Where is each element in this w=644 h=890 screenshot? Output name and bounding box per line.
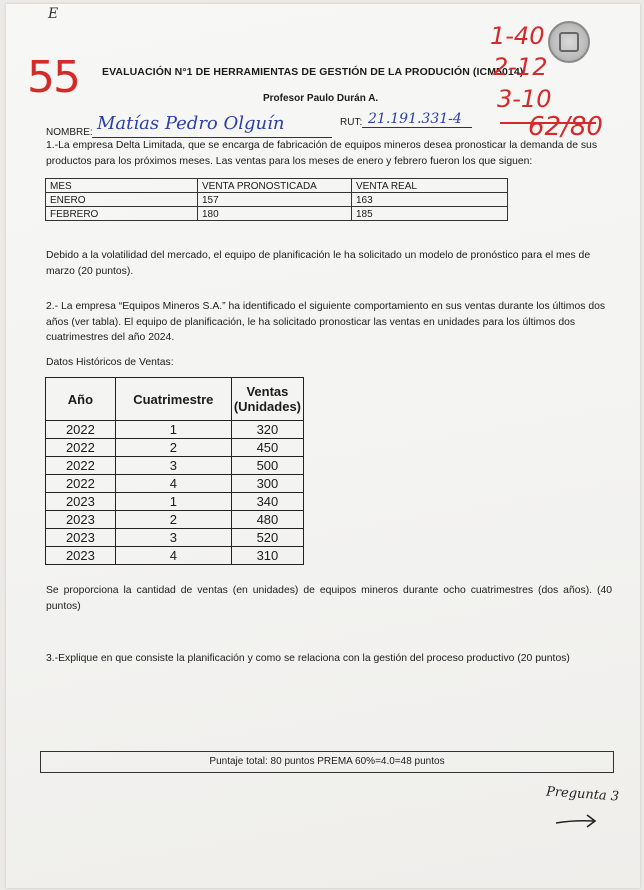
student-name: Matías Pedro Olguín xyxy=(97,113,285,134)
table-header: Cuatrimestre xyxy=(115,378,231,421)
table-cell: 2023 xyxy=(46,529,116,547)
table-cell: 2022 xyxy=(46,439,116,457)
question-1-followup: Debido a la volatilidad del mercado, el equipo de planificación le ha solicitado un modelo de pronóstico para el mes de marzo (20 puntos). xyxy=(46,250,591,277)
table-cell: 480 xyxy=(231,511,303,529)
student-rut: 21.191.331-4 xyxy=(368,111,462,127)
professor-name: Profesor Paulo Durán A. xyxy=(263,93,379,104)
score-q1: 1-40 xyxy=(490,22,545,50)
table-row xyxy=(46,457,304,475)
score-q2: 2-12 xyxy=(493,53,548,81)
table-cell: VENTA PRONOSTICADA xyxy=(198,179,352,193)
exam-title: EVALUACIÓN N°1 DE HERRAMIENTAS DE GESTIÓN DE LA PRODUCIÓN (ICM5014) xyxy=(102,66,524,78)
table-cell: 2022 xyxy=(46,457,116,475)
table-cell: 310 xyxy=(231,547,303,565)
table-cell: 4 xyxy=(115,547,231,565)
table-cell: 157 xyxy=(198,193,352,207)
table-cell: 520 xyxy=(231,529,303,547)
table-cell: 2023 xyxy=(46,511,116,529)
table-row xyxy=(46,475,304,493)
table-header: Ventas (Unidades) xyxy=(231,378,303,421)
table-row xyxy=(46,421,304,439)
question-2-followup: Se proporciona la cantidad de ventas (en unidades) de equipos mineros durante ocho cuatrimestres (dos años). (40 puntos) xyxy=(46,585,612,612)
table-cell: 2023 xyxy=(46,493,116,511)
table-row xyxy=(46,193,508,207)
table-row xyxy=(46,493,304,511)
table-header-row xyxy=(46,378,304,421)
table-row xyxy=(46,179,508,193)
table-caption: Datos Históricos de Ventas: xyxy=(46,357,174,368)
corner-scribble: E xyxy=(48,6,59,22)
table-cell: FEBRERO xyxy=(46,207,198,221)
table-row xyxy=(46,439,304,457)
rut-label: RUT: xyxy=(340,117,363,128)
table-cell: 2022 xyxy=(46,475,116,493)
table-cell: 300 xyxy=(231,475,303,493)
name-label: NOMBRE: xyxy=(46,127,93,138)
table-cell: VENTA REAL xyxy=(352,179,508,193)
table-cell: 320 xyxy=(231,421,303,439)
university-seal-icon xyxy=(548,21,590,63)
table-cell: 450 xyxy=(231,439,303,457)
total-score-mark: 55 xyxy=(27,52,79,103)
table-cell: 180 xyxy=(198,207,352,221)
question-1-text: 1.-La empresa Delta Limitada, que se encarga de fabricación de equipos mineros desea pronosticar la demanda de sus productos para los próximos meses. Las ventas para los meses de enero y febrero fueron los que siguen: xyxy=(46,140,598,167)
score-q3: 3-10 xyxy=(497,85,552,113)
table-cell: 3 xyxy=(115,529,231,547)
table-cell: ENERO xyxy=(46,193,198,207)
table-cell: 1 xyxy=(115,421,231,439)
table-cell: 2022 xyxy=(46,421,116,439)
table-row xyxy=(46,207,508,221)
table-cell: 2 xyxy=(115,511,231,529)
table-cell: 2 xyxy=(115,439,231,457)
table-header: Año xyxy=(46,378,116,421)
table-cell: 4 xyxy=(115,475,231,493)
final-score: 62/80 xyxy=(528,112,603,142)
table-row xyxy=(46,511,304,529)
arrow-right-icon xyxy=(554,812,600,830)
forecast-table xyxy=(45,178,508,221)
table-cell: MES xyxy=(46,179,198,193)
table-cell: 185 xyxy=(352,207,508,221)
total-score-box: Puntaje total: 80 puntos PREMA 60%=4.0=48 puntos xyxy=(40,751,614,773)
table-cell: 163 xyxy=(352,193,508,207)
table-row xyxy=(46,529,304,547)
sales-history-table xyxy=(45,377,304,565)
rut-underline xyxy=(362,127,472,128)
table-row xyxy=(46,547,304,565)
question-2-text: 2.- La empresa “Equipos Mineros S.A.” ha identificado el siguiente comportamiento en sus ventas durante los últimos dos años (ver tabla). El equipo de planificación, le ha solicitado pronosticar las ventas en unidades para los últimos dos cuatrimestres del año 2024. xyxy=(46,301,606,343)
table-cell: 340 xyxy=(231,493,303,511)
table-cell: 3 xyxy=(115,457,231,475)
table-cell: 1 xyxy=(115,493,231,511)
table-cell: 500 xyxy=(231,457,303,475)
handwritten-note: Pregunta 3 xyxy=(545,784,620,805)
question-3-text: 3.-Explique en que consiste la planificación y como se relaciona con la gestión del proceso productivo (20 puntos) xyxy=(46,653,570,664)
table-cell: 2023 xyxy=(46,547,116,565)
